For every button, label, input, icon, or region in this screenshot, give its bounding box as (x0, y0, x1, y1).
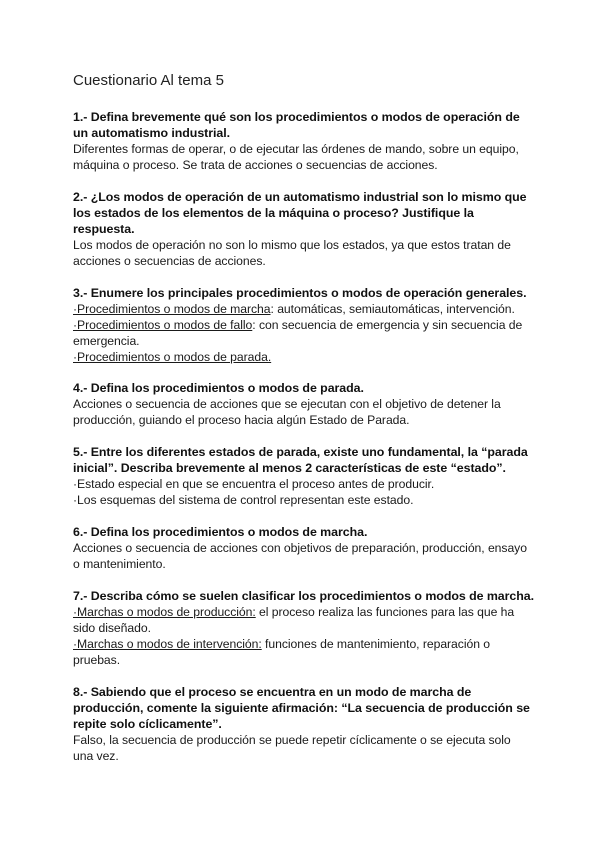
question-block-5 (73, 444, 535, 508)
answer-item: pruebas. (73, 653, 121, 667)
answer-item: ·Procedimientos o modos de marcha: automáticas, semiautomáticas, intervención. (73, 302, 515, 316)
question-heading: 4.- Defina los procedimientos o modos de parada. (73, 381, 364, 395)
answer-item: sido diseñado. (73, 621, 151, 635)
answer-text: Acciones o secuencia de acciones que se ejecutan con el objetivo de detener la producción, guiando el proceso hacia algún Estado de Parada. (73, 397, 501, 427)
question-block-7 (73, 588, 535, 668)
document-title: Cuestionario Al tema 5 (73, 72, 224, 89)
question-block-2 (73, 189, 535, 269)
question-block-4 (73, 380, 535, 428)
question-heading: 3.- Enumere los principales procedimientos o modos de operación generales. (73, 286, 527, 300)
answer-item: ·Marchas o modos de producción: el proceso realiza las funciones para las que ha (73, 605, 515, 619)
question-heading: 8.- Sabiendo que el proceso se encuentra en un modo de marcha de producción, comente la siguiente afirmación: “La secuencia de producción se repite solo cíclicamente”. (73, 685, 530, 731)
question-block-6 (73, 524, 535, 572)
answer-list (73, 301, 535, 365)
answer-text: ·Estado especial en que se encuentra el proceso antes de producir. ·Los esquemas del sistema de control representan este estado. (73, 477, 435, 507)
answer-text: Diferentes formas de operar, o de ejecutar las órdenes de mando, sobre un equipo, máquina o proceso. Se trata de acciones o secuencias de acciones. (73, 142, 519, 172)
question-heading: 2.- ¿Los modos de operación de un automatismo industrial son lo mismo que los estados de los elementos de la máquina o proceso? Justifique la respuesta. (73, 190, 527, 236)
answer-item: ·Procedimientos o modos de parada. (73, 350, 272, 364)
question-block-8 (73, 684, 535, 764)
answer-item: emergencia. (73, 334, 140, 348)
answer-text: Falso, la secuencia de producción se puede repetir cíclicamente o se ejecuta solo una vez. (73, 733, 511, 763)
answer-item: ·Marchas o modos de intervención: funciones de mantenimiento, reparación o (73, 637, 491, 651)
question-heading: 1.- Defina brevemente qué son los procedimientos o modos de operación de un automatismo industrial. (73, 110, 520, 140)
question-block-1 (73, 109, 535, 173)
question-heading: 6.- Defina los procedimientos o modos de marcha. (73, 525, 368, 539)
answer-item: ·Procedimientos o modos de fallo: con secuencia de emergencia y sin secuencia de (73, 318, 523, 332)
question-block-3 (73, 285, 535, 365)
question-heading: 5.- Entre los diferentes estados de parada, existe uno fundamental, la “parada inicial”. Describa brevemente al menos 2 características de este “estado”. (73, 445, 528, 475)
answer-text: Acciones o secuencia de acciones con objetivos de preparación, producción, ensayo o mantenimiento. (73, 541, 527, 571)
answer-list (73, 604, 535, 668)
answer-text: Los modos de operación no son lo mismo que los estados, ya que estos tratan de acciones o secuencias de acciones. (73, 238, 511, 268)
question-heading: 7.- Describa cómo se suelen clasificar los procedimientos o modos de marcha. (73, 589, 535, 603)
